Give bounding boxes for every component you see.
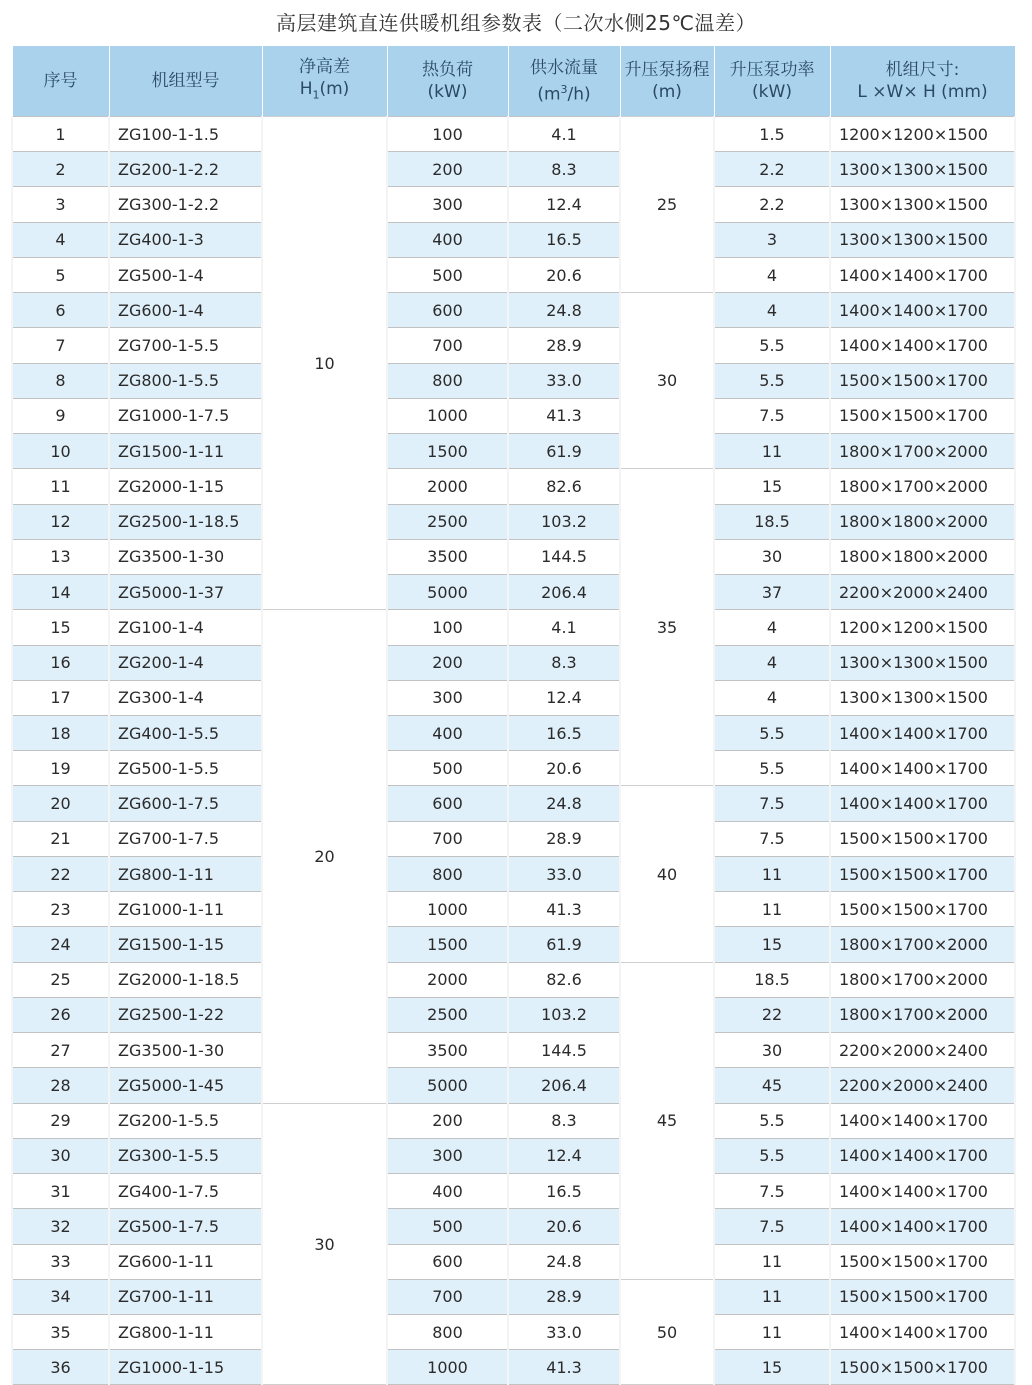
cell-pump-power: 5.5: [714, 363, 830, 398]
cell-size: 2200×2000×2400: [830, 1068, 1015, 1103]
cell-model: ZG500-1-5.5: [109, 751, 262, 786]
cell-index: 19: [12, 751, 109, 786]
cell-size: 2200×2000×2400: [830, 575, 1015, 610]
cell-model: ZG400-1-3: [109, 222, 262, 257]
table-row: [12, 434, 1015, 469]
cell-heat-load: 1000: [387, 892, 508, 927]
table-row: [12, 786, 1015, 821]
cell-index: 14: [12, 575, 109, 610]
cell-pump-power: 1.5: [714, 117, 830, 152]
cell-model: ZG1000-1-15: [109, 1350, 262, 1385]
cell-heat-load: 200: [387, 645, 508, 680]
table-row: [12, 1244, 1015, 1279]
cell-size: 1400×1400×1700: [830, 1138, 1015, 1173]
cell-flow: 28.9: [508, 328, 620, 363]
cell-pump-head-group: 30: [620, 293, 714, 469]
cell-pump-power: 30: [714, 539, 830, 574]
cell-flow: 103.2: [508, 997, 620, 1032]
cell-model: ZG600-1-7.5: [109, 786, 262, 821]
cell-size: 1800×1700×2000: [830, 962, 1015, 997]
cell-size: 1400×1400×1700: [830, 1103, 1015, 1138]
cell-flow: 61.9: [508, 927, 620, 962]
cell-flow: 16.5: [508, 222, 620, 257]
cell-pump-power: 22: [714, 997, 830, 1032]
table-row: [12, 645, 1015, 680]
cell-heat-load: 1000: [387, 1350, 508, 1385]
cell-model: ZG500-1-4: [109, 257, 262, 292]
cell-pump-power: 11: [714, 434, 830, 469]
cell-size: 1300×1300×1500: [830, 222, 1015, 257]
cell-model: ZG400-1-7.5: [109, 1174, 262, 1209]
cell-pump-power: 4: [714, 293, 830, 328]
header-pump-head: 升压泵扬程 (m): [620, 46, 714, 117]
table-row: [12, 363, 1015, 398]
table-row: [12, 1314, 1015, 1349]
cell-heat-load: 400: [387, 222, 508, 257]
cell-index: 17: [12, 680, 109, 715]
cell-heat-load: 200: [387, 1103, 508, 1138]
cell-index: 31: [12, 1174, 109, 1209]
cell-heat-load: 600: [387, 293, 508, 328]
cell-flow: 61.9: [508, 434, 620, 469]
cell-heat-load: 1500: [387, 434, 508, 469]
cell-pump-power: 5.5: [714, 751, 830, 786]
cell-size: 1800×1800×2000: [830, 539, 1015, 574]
cell-flow: 12.4: [508, 1138, 620, 1173]
cell-pump-power: 4: [714, 645, 830, 680]
cell-pump-power: 37: [714, 575, 830, 610]
cell-model: ZG500-1-7.5: [109, 1209, 262, 1244]
cell-model: ZG2500-1-22: [109, 997, 262, 1032]
cell-heat-load: 5000: [387, 575, 508, 610]
cell-model: ZG1500-1-11: [109, 434, 262, 469]
cell-index: 23: [12, 892, 109, 927]
cell-index: 9: [12, 398, 109, 433]
cell-model: ZG800-1-11: [109, 856, 262, 891]
table-row: [12, 1279, 1015, 1314]
cell-model: ZG400-1-5.5: [109, 715, 262, 750]
table-row: [12, 1350, 1015, 1385]
cell-index: 29: [12, 1103, 109, 1138]
cell-flow: 8.3: [508, 1103, 620, 1138]
cell-size: 1800×1700×2000: [830, 434, 1015, 469]
table-row: [12, 856, 1015, 891]
cell-heat-load: 3500: [387, 1033, 508, 1068]
cell-pump-head-group: 40: [620, 786, 714, 962]
cell-size: 1500×1500×1700: [830, 1350, 1015, 1385]
cell-index: 20: [12, 786, 109, 821]
cell-flow: 144.5: [508, 539, 620, 574]
cell-flow: 20.6: [508, 751, 620, 786]
cell-heat-load: 100: [387, 610, 508, 645]
table-row: [12, 1174, 1015, 1209]
cell-index: 16: [12, 645, 109, 680]
cell-pump-power: 5.5: [714, 1103, 830, 1138]
cell-size: 1400×1400×1700: [830, 715, 1015, 750]
cell-pump-power: 2.2: [714, 187, 830, 222]
cell-flow: 206.4: [508, 575, 620, 610]
cell-model: ZG600-1-4: [109, 293, 262, 328]
cell-size: 1500×1500×1700: [830, 1244, 1015, 1279]
table-row: [12, 504, 1015, 539]
cell-flow: 82.6: [508, 962, 620, 997]
cell-model: ZG700-1-11: [109, 1279, 262, 1314]
cell-size: 1200×1200×1500: [830, 117, 1015, 152]
cell-size: 1300×1300×1500: [830, 680, 1015, 715]
table-row: [12, 1138, 1015, 1173]
cell-flow: 12.4: [508, 680, 620, 715]
cell-index: 25: [12, 962, 109, 997]
header-heat-load: 热负荷 (kW): [387, 46, 508, 117]
table-row: [12, 117, 1015, 152]
cell-size: 1500×1500×1700: [830, 892, 1015, 927]
cell-size: 1200×1200×1500: [830, 610, 1015, 645]
cell-heat-load: 100: [387, 117, 508, 152]
cell-index: 24: [12, 927, 109, 962]
cell-heat-load: 400: [387, 715, 508, 750]
cell-size: 1800×1700×2000: [830, 927, 1015, 962]
cell-heat-load: 500: [387, 257, 508, 292]
table-row: [12, 997, 1015, 1032]
cell-index: 2: [12, 152, 109, 187]
cell-pump-power: 11: [714, 892, 830, 927]
cell-flow: 20.6: [508, 257, 620, 292]
cell-flow: 8.3: [508, 152, 620, 187]
cell-pump-power: 11: [714, 856, 830, 891]
cell-heat-load: 500: [387, 1209, 508, 1244]
cell-index: 32: [12, 1209, 109, 1244]
cell-model: ZG200-1-2.2: [109, 152, 262, 187]
table-row: [12, 715, 1015, 750]
table-row: [12, 187, 1015, 222]
cell-flow: 33.0: [508, 1314, 620, 1349]
table-body: [12, 117, 1015, 1385]
table-row: [12, 328, 1015, 363]
cell-size: 1300×1300×1500: [830, 645, 1015, 680]
cell-index: 35: [12, 1314, 109, 1349]
cell-model: ZG300-1-4: [109, 680, 262, 715]
cell-index: 3: [12, 187, 109, 222]
table-row: [12, 610, 1015, 645]
cell-heat-load: 300: [387, 680, 508, 715]
table-row: [12, 398, 1015, 433]
cell-model: ZG800-1-5.5: [109, 363, 262, 398]
cell-index: 34: [12, 1279, 109, 1314]
table-row: [12, 1033, 1015, 1068]
cell-pump-head-group: 35: [620, 469, 714, 786]
cell-size: 1400×1400×1700: [830, 1314, 1015, 1349]
cell-heat-load: 500: [387, 751, 508, 786]
cell-pump-power: 5.5: [714, 1138, 830, 1173]
table-row: [12, 293, 1015, 328]
cell-pump-power: 5.5: [714, 715, 830, 750]
cell-index: 30: [12, 1138, 109, 1173]
cell-index: 27: [12, 1033, 109, 1068]
cell-size: 1500×1500×1700: [830, 856, 1015, 891]
cell-size: 1400×1400×1700: [830, 1209, 1015, 1244]
cell-flow: 4.1: [508, 610, 620, 645]
cell-flow: 20.6: [508, 1209, 620, 1244]
cell-heat-load: 2500: [387, 504, 508, 539]
cell-model: ZG3500-1-30: [109, 1033, 262, 1068]
cell-size: 1800×1700×2000: [830, 997, 1015, 1032]
cell-index: 22: [12, 856, 109, 891]
cell-height-group: 10: [262, 117, 387, 610]
cell-size: 1400×1400×1700: [830, 257, 1015, 292]
cell-heat-load: 1000: [387, 398, 508, 433]
table-row: [12, 257, 1015, 292]
cell-flow: 144.5: [508, 1033, 620, 1068]
cell-flow: 41.3: [508, 398, 620, 433]
table-row: [12, 222, 1015, 257]
cell-pump-power: 7.5: [714, 821, 830, 856]
cell-size: 1800×1700×2000: [830, 469, 1015, 504]
cell-size: 1400×1400×1700: [830, 293, 1015, 328]
table-row: [12, 892, 1015, 927]
cell-flow: 28.9: [508, 1279, 620, 1314]
cell-heat-load: 2000: [387, 962, 508, 997]
cell-model: ZG1500-1-15: [109, 927, 262, 962]
cell-model: ZG100-1-1.5: [109, 117, 262, 152]
cell-model: ZG2000-1-15: [109, 469, 262, 504]
cell-heat-load: 400: [387, 1174, 508, 1209]
cell-pump-power: 15: [714, 927, 830, 962]
cell-size: 1500×1500×1700: [830, 821, 1015, 856]
cell-pump-power: 4: [714, 680, 830, 715]
cell-flow: 33.0: [508, 856, 620, 891]
cell-flow: 12.4: [508, 187, 620, 222]
cell-pump-power: 18.5: [714, 504, 830, 539]
cell-pump-head-group: 50: [620, 1279, 714, 1385]
table-title: 高层建筑直连供暖机组参数表（二次水侧25℃温差）: [276, 11, 756, 35]
cell-model: ZG100-1-4: [109, 610, 262, 645]
cell-index: 36: [12, 1350, 109, 1385]
cell-pump-power: 4: [714, 610, 830, 645]
cell-heat-load: 300: [387, 187, 508, 222]
cell-pump-power: 7.5: [714, 1209, 830, 1244]
table-row: [12, 751, 1015, 786]
cell-model: ZG300-1-2.2: [109, 187, 262, 222]
table-row: [12, 469, 1015, 504]
cell-flow: 8.3: [508, 645, 620, 680]
cell-size: 1500×1500×1700: [830, 398, 1015, 433]
cell-heat-load: 700: [387, 821, 508, 856]
cell-model: ZG600-1-11: [109, 1244, 262, 1279]
cell-flow: 24.8: [508, 1244, 620, 1279]
cell-index: 28: [12, 1068, 109, 1103]
table-row: [12, 1209, 1015, 1244]
cell-flow: 33.0: [508, 363, 620, 398]
cell-pump-power: 15: [714, 469, 830, 504]
cell-pump-head-group: 25: [620, 117, 714, 293]
cell-heat-load: 200: [387, 152, 508, 187]
header-flow: 供水流量 $(m^3/h)$: [508, 46, 620, 117]
cell-flow: 24.8: [508, 293, 620, 328]
table-row: [12, 575, 1015, 610]
cell-index: 21: [12, 821, 109, 856]
cell-pump-power: 2.2: [714, 152, 830, 187]
cell-model: ZG700-1-7.5: [109, 821, 262, 856]
table-row: [12, 152, 1015, 187]
table-row: [12, 821, 1015, 856]
cell-flow: 24.8: [508, 786, 620, 821]
cell-index: 6: [12, 293, 109, 328]
cell-index: 11: [12, 469, 109, 504]
cell-flow: 16.5: [508, 715, 620, 750]
cell-heat-load: 300: [387, 1138, 508, 1173]
cell-heat-load: 3500: [387, 539, 508, 574]
cell-model: ZG3500-1-30: [109, 539, 262, 574]
cell-pump-power: 7.5: [714, 1174, 830, 1209]
table-row: [12, 539, 1015, 574]
cell-flow: 206.4: [508, 1068, 620, 1103]
cell-size: 1400×1400×1700: [830, 786, 1015, 821]
header-row: [12, 46, 1015, 117]
cell-heat-load: 600: [387, 1244, 508, 1279]
cell-pump-power: 11: [714, 1244, 830, 1279]
cell-flow: 103.2: [508, 504, 620, 539]
cell-index: 10: [12, 434, 109, 469]
cell-heat-load: 700: [387, 328, 508, 363]
parameter-table: [11, 46, 1016, 1385]
table-row: [12, 680, 1015, 715]
cell-index: 4: [12, 222, 109, 257]
cell-size: 1800×1800×2000: [830, 504, 1015, 539]
cell-heat-load: 800: [387, 1314, 508, 1349]
cell-size: 1400×1400×1700: [830, 751, 1015, 786]
cell-heat-load: 800: [387, 363, 508, 398]
cell-flow: 16.5: [508, 1174, 620, 1209]
table-row: [12, 1103, 1015, 1138]
cell-index: 12: [12, 504, 109, 539]
cell-pump-power: 30: [714, 1033, 830, 1068]
cell-flow: 41.3: [508, 1350, 620, 1385]
cell-flow: 4.1: [508, 117, 620, 152]
header-model: 机组型号: [109, 46, 262, 117]
cell-index: 33: [12, 1244, 109, 1279]
cell-size: 2200×2000×2400: [830, 1033, 1015, 1068]
cell-pump-power: 7.5: [714, 398, 830, 433]
cell-size: 1400×1400×1700: [830, 328, 1015, 363]
cell-index: 15: [12, 610, 109, 645]
cell-flow: 82.6: [508, 469, 620, 504]
cell-index: 1: [12, 117, 109, 152]
header-index: 序号: [12, 46, 109, 117]
cell-size: 1500×1500×1700: [830, 363, 1015, 398]
cell-heat-load: 2000: [387, 469, 508, 504]
cell-pump-power: 5.5: [714, 328, 830, 363]
cell-model: ZG700-1-5.5: [109, 328, 262, 363]
cell-pump-power: 18.5: [714, 962, 830, 997]
cell-heat-load: 800: [387, 856, 508, 891]
cell-model: ZG300-1-5.5: [109, 1138, 262, 1173]
cell-heat-load: 1500: [387, 927, 508, 962]
cell-pump-power: 4: [714, 257, 830, 292]
cell-pump-power: 45: [714, 1068, 830, 1103]
cell-index: 5: [12, 257, 109, 292]
header-size: 机组尺寸: L ×W× H (mm): [830, 46, 1015, 117]
cell-pump-power: 11: [714, 1314, 830, 1349]
cell-model: ZG800-1-11: [109, 1314, 262, 1349]
cell-heat-load: 5000: [387, 1068, 508, 1103]
cell-index: 18: [12, 715, 109, 750]
cell-size: 1400×1400×1700: [830, 1174, 1015, 1209]
cell-index: 13: [12, 539, 109, 574]
cell-heat-load: 700: [387, 1279, 508, 1314]
cell-model: ZG5000-1-37: [109, 575, 262, 610]
table-row: [12, 1068, 1015, 1103]
cell-pump-power: 11: [714, 1279, 830, 1314]
cell-size: 1300×1300×1500: [830, 187, 1015, 222]
cell-size: 1300×1300×1500: [830, 152, 1015, 187]
cell-pump-power: 3: [714, 222, 830, 257]
cell-pump-power: 7.5: [714, 786, 830, 821]
cell-model: ZG2500-1-18.5: [109, 504, 262, 539]
table-row: [12, 962, 1015, 997]
cell-index: 8: [12, 363, 109, 398]
cell-model: ZG200-1-5.5: [109, 1103, 262, 1138]
table-row: [12, 927, 1015, 962]
cell-heat-load: 600: [387, 786, 508, 821]
cell-model: ZG5000-1-45: [109, 1068, 262, 1103]
cell-index: 7: [12, 328, 109, 363]
cell-heat-load: 2500: [387, 997, 508, 1032]
cell-index: 26: [12, 997, 109, 1032]
cell-flow: 41.3: [508, 892, 620, 927]
cell-size: 1500×1500×1700: [830, 1279, 1015, 1314]
cell-height-group: 30: [262, 1103, 387, 1385]
header-height: 净高差 $H_1(m)$: [262, 46, 387, 117]
cell-model: ZG1000-1-11: [109, 892, 262, 927]
cell-pump-power: 15: [714, 1350, 830, 1385]
cell-model: ZG2000-1-18.5: [109, 962, 262, 997]
cell-model: ZG200-1-4: [109, 645, 262, 680]
cell-height-group: 20: [262, 610, 387, 1103]
header-pump-power: 升压泵功率 (kW): [714, 46, 830, 117]
cell-flow: 28.9: [508, 821, 620, 856]
cell-model: ZG1000-1-7.5: [109, 398, 262, 433]
cell-pump-head-group: 45: [620, 962, 714, 1279]
